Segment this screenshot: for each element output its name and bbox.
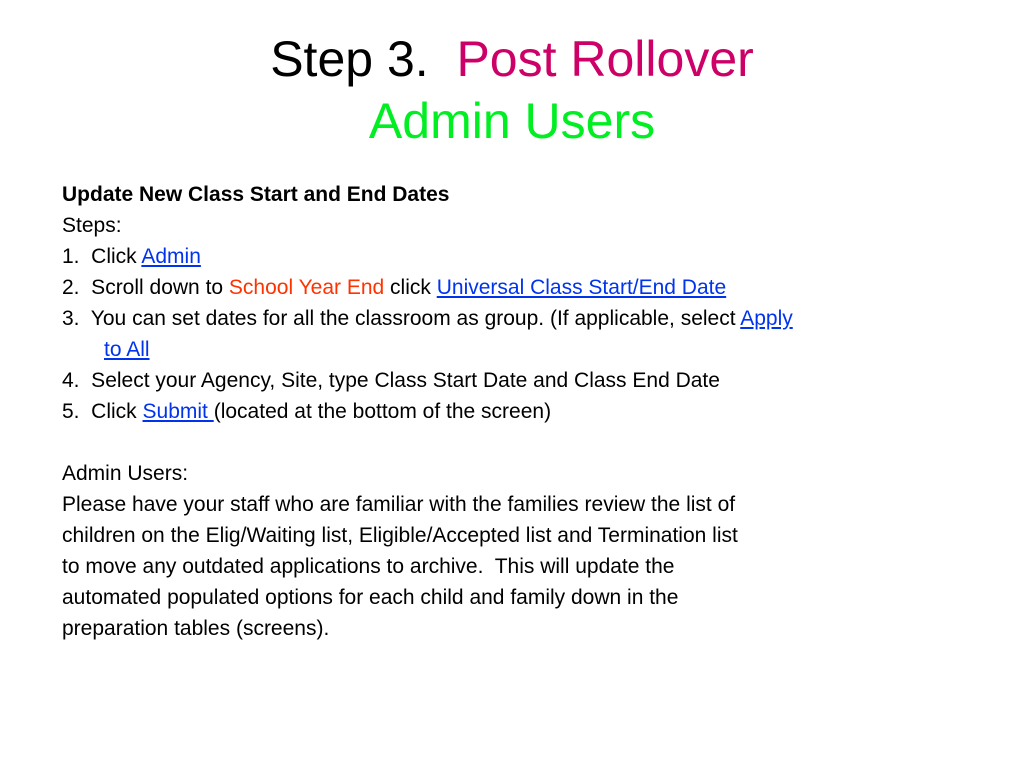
step-5-text: 5. Click <box>62 400 143 423</box>
step-2-text: 2. Scroll down to <box>62 276 229 299</box>
admin-link[interactable]: Admin <box>141 245 201 268</box>
spacer <box>62 427 972 458</box>
step-2 <box>62 272 972 303</box>
step-2-middle: click <box>384 276 437 299</box>
step-3-continued <box>62 334 972 365</box>
admin-users-line-1: Please have your staff who are familiar with the families review the list of <box>62 493 736 516</box>
section-heading-dates: Update New Class Start and End Dates <box>62 183 450 206</box>
step-5 <box>62 396 972 427</box>
admin-users-line-4: automated populated options for each child and family down in the <box>62 586 679 609</box>
section-heading-admin-users: Admin Users: <box>62 462 189 485</box>
step-1 <box>62 241 972 272</box>
title-line-1 <box>0 28 1024 90</box>
admin-users-line-3: to move any outdated applications to archive. This will update the <box>62 555 675 578</box>
step-4: 4. Select your Agency, Site, type Class Start Date and Class End Date <box>62 369 720 392</box>
step-1-text: 1. Click <box>62 245 142 268</box>
step-5-suffix: (located at the bottom of the screen) <box>213 400 552 423</box>
to-all-link[interactable]: to All <box>104 338 150 361</box>
admin-users-line-2: children on the Elig/Waiting list, Eligible/Accepted list and Termination list <box>62 524 738 547</box>
title-admin-users: Admin Users <box>368 93 656 149</box>
school-year-end-text: School Year End <box>228 276 385 299</box>
admin-users-line-5: preparation tables (screens). <box>62 617 330 640</box>
submit-link[interactable]: Submit <box>142 400 214 423</box>
universal-class-dates-link[interactable]: Universal Class Start/End Date <box>436 276 727 299</box>
steps-label: Steps: <box>62 214 122 237</box>
step-3 <box>62 303 972 334</box>
step-3-text: 3. You can set dates for all the classroom as group. (If applicable, select <box>62 307 741 330</box>
apply-link[interactable]: Apply <box>740 307 793 330</box>
title-step: Step 3. <box>270 31 429 87</box>
slide-body <box>62 179 972 644</box>
title-post-rollover: Post Rollover <box>456 31 754 87</box>
slide-title <box>0 28 1024 152</box>
